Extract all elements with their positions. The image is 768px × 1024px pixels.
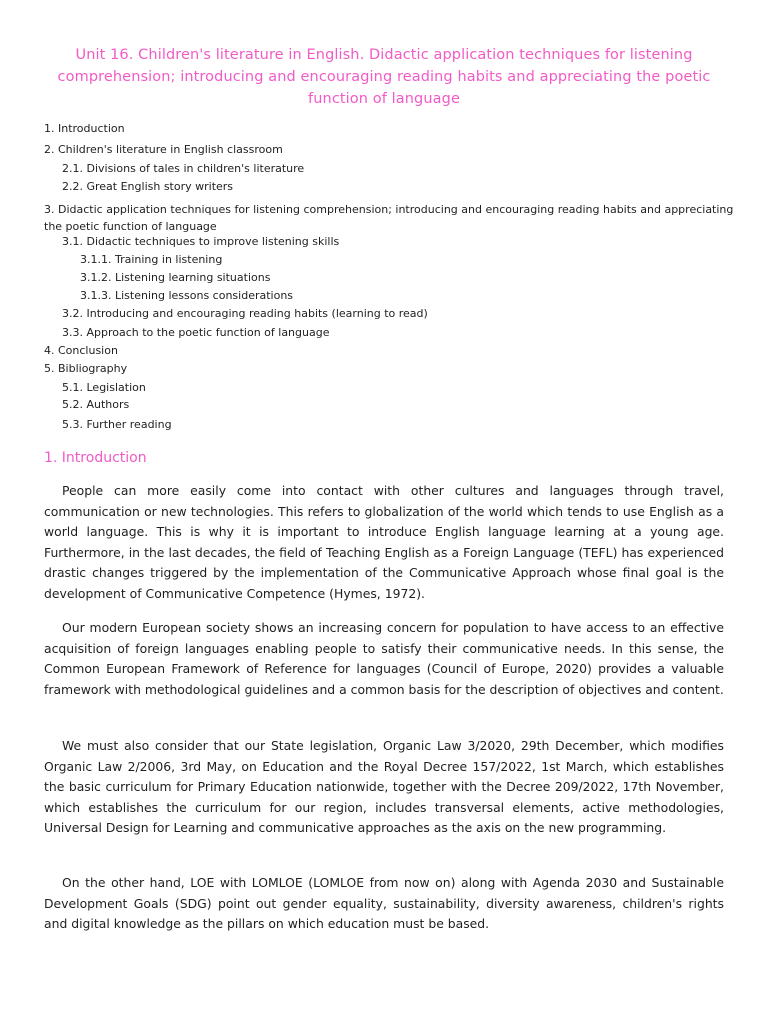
toc-item: 3.1. Didactic techniques to improve listening skills [62,235,340,248]
section-heading-introduction: 1. Introduction [44,450,147,466]
toc-item: 3. Didactic application techniques for listening comprehension; introducing and encouraging reading habits and appreciating the poetic function of language [44,203,734,233]
toc-item: 1. Introduction [44,122,125,135]
toc-item: 3.1.2. Listening learning situations [80,271,271,284]
body-paragraph: People can more easily come into contact with other cultures and languages through travel, communication or new technologies. This refers to globalization of the world which tends to use English as a world language. This is why it is important to introduce English language learning at a young age. Furthermore, in the last decades, the field of Teaching English as a Foreign Language (TEFL) has experienced drastic changes triggered by the implementation of the Communicative Approach whose final goal is the development of Communicative Competence (Hymes, 1972). [44,483,724,601]
toc-item: 3.1.3. Listening lessons considerations [80,289,294,302]
toc-item: 3.1.1. Training in listening [80,253,223,266]
toc-item: 4. Conclusion [44,344,118,357]
toc-item: 5.1. Legislation [62,381,146,394]
body-paragraph: On the other hand, LOE with LOMLOE (LOMLOE from now on) along with Agenda 2030 and Sustainable Development Goals (SDG) point out gender equality, sustainability, diversity awareness, children's rights and digital knowledge as the pillars on which education must be based. [44,875,724,931]
toc-item: 3.3. Approach to the poetic function of language [62,326,330,339]
toc-item: 5.3. Further reading [62,418,172,431]
toc-item: 5. Bibliography [44,362,128,375]
toc-item: 2.2. Great English story writers [62,180,234,193]
toc-item: 3.2. Introducing and encouraging reading habits (learning to read) [62,307,428,320]
toc-item: 2. Children's literature in English classroom [44,143,283,156]
toc-item: 5.2. Authors [62,398,130,411]
body-paragraph: Our modern European society shows an increasing concern for population to have access to an effective acquisition of foreign languages enabling people to satisfy their communicative needs. In this sense, the Common European Framework of Reference for languages (Council of Europe, 2020) provides a valuable framework with methodological guidelines and a common basis for the description of objectives and content. [44,620,724,697]
toc-item: 2.1. Divisions of tales in children's literature [62,162,305,175]
document-title: Unit 16. Children's literature in English. Didactic application techniques for listening comprehension; introducing and encouraging reading habits and appreciating the poetic function of language [57,47,711,107]
body-paragraph: We must also consider that our State legislation, Organic Law 3/2020, 29th December, which modifies Organic Law 2/2006, 3rd May, on Education and the Royal Decree 157/2022, 1st March, which establishes the basic curriculum for Primary Education nationwide, together with the Decree 209/2022, 17th November, which establishes the curriculum for our region, includes transversal elements, active methodologies, Universal Design for Learning and communicative approaches as the axis on the new programming. [44,738,724,835]
